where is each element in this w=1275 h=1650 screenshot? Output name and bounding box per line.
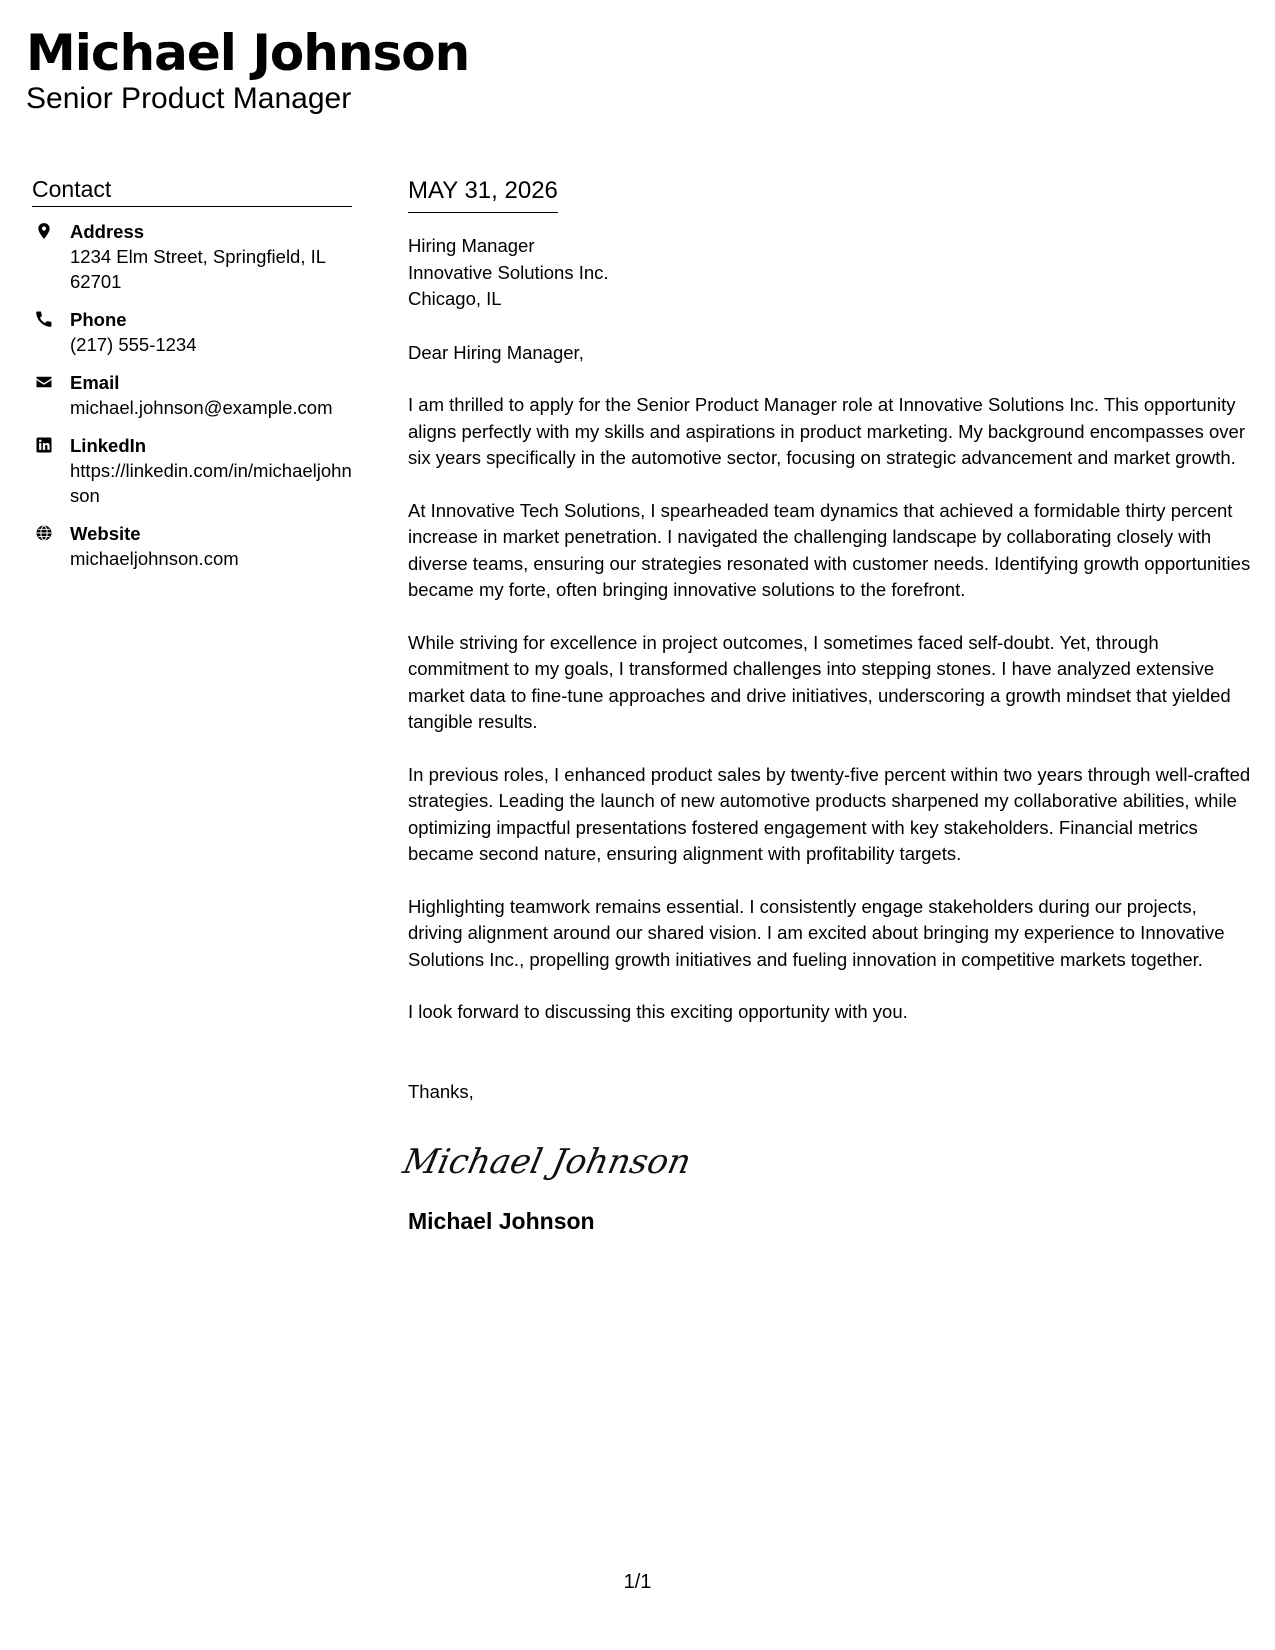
recipient-block (408, 233, 1252, 313)
contact-item-phone (32, 307, 352, 357)
contact-label: Address (70, 221, 145, 242)
phone-icon (32, 307, 70, 328)
contact-item-website (32, 521, 352, 571)
page-number: 1/1 (623, 1571, 652, 1593)
contact-item-linkedin (32, 433, 352, 508)
linkedin-value: https://linkedin.com/in/michaeljohnson (70, 460, 352, 506)
signer-name: Michael Johnson (408, 1208, 595, 1234)
paragraph: In previous roles, I enhanced product sales by twenty-five percent within two years through well-crafted strategies. Leading the launch of new automotive products sharpened my collaborative abilities, while optimizing impactful presentations fostered engagement with key stakeholders. Financial metrics became second nature, ensuring alignment with profitability targets. (408, 763, 1251, 864)
paragraph: I look forward to discussing this exciting opportunity with you. (408, 1001, 908, 1022)
phone-value: (217) 555-1234 (70, 334, 197, 355)
contact-label: Email (70, 372, 120, 393)
paragraph: Highlighting teamwork remains essential. I consistently engage stakeholders during our projects, driving alignment around our shared vision. I am excited about bringing my experience to Innovative Solutions Inc., propelling growth initiatives and fueling innovation in competitive markets together. (408, 895, 1225, 970)
contact-label: Phone (70, 309, 127, 330)
contact-label: LinkedIn (70, 435, 147, 456)
contact-label: Website (70, 523, 141, 544)
linkedin-icon (32, 433, 70, 454)
address-value: 1234 Elm Street, Springfield, IL 62701 (70, 246, 326, 292)
closing: Thanks, (408, 1080, 474, 1102)
website-value: michaeljohnson.com (70, 548, 239, 569)
contact-sidebar (32, 174, 352, 584)
job-title: Senior Product Manager (26, 82, 352, 115)
recipient-location: Chicago, IL (408, 288, 502, 309)
contact-item-email (32, 370, 352, 420)
contact-list (32, 219, 352, 571)
letter-date: MAY 31, 2026 (408, 176, 558, 213)
recipient-company: Innovative Solutions Inc. (408, 261, 609, 283)
header (26, 24, 469, 116)
paragraph: I am thrilled to apply for the Senior Product Manager role at Innovative Solutions Inc. This opportunity aligns perfectly with my skills and aspirations in product marketing. My background encompasses over six years specifically in the automotive sector, focusing on strategic advancement and market growth. (408, 394, 1245, 468)
globe-icon (32, 521, 70, 542)
paragraph: At Innovative Tech Solutions, I spearheaded team dynamics that achieved a formidable thirty percent increase in market penetration. I navigated the challenging landscape by collaborating closely with diverse teams, ensuring our strategies resonated with customer needs. Identifying growth opportunities became my forte, often bringing innovative solutions to the forefront. (408, 499, 1251, 600)
salutation: Dear Hiring Manager, (408, 341, 584, 363)
recipient-name: Hiring Manager (408, 235, 535, 256)
map-pin-icon (32, 219, 70, 240)
svg-text:Michael Johnson: Michael Johnson (399, 1142, 695, 1182)
paragraph: While striving for excellence in project outcomes, I sometimes faced self-doubt. Yet, through commitment to my goals, I transformed challenges into stepping stones. I have analyzed extensive market data to fine-tune approaches and drive initiatives, underscoring a growth mindset that yielded tangible results. (408, 631, 1231, 732)
letter-body (399, 176, 1252, 1235)
contact-heading: Contact (32, 174, 352, 207)
envelope-icon (32, 370, 70, 391)
email-value: michael.johnson@example.com (70, 397, 333, 418)
handwritten-signature (399, 1133, 695, 1189)
applicant-name: Michael Johnson (26, 24, 470, 82)
contact-item-address (32, 219, 352, 294)
